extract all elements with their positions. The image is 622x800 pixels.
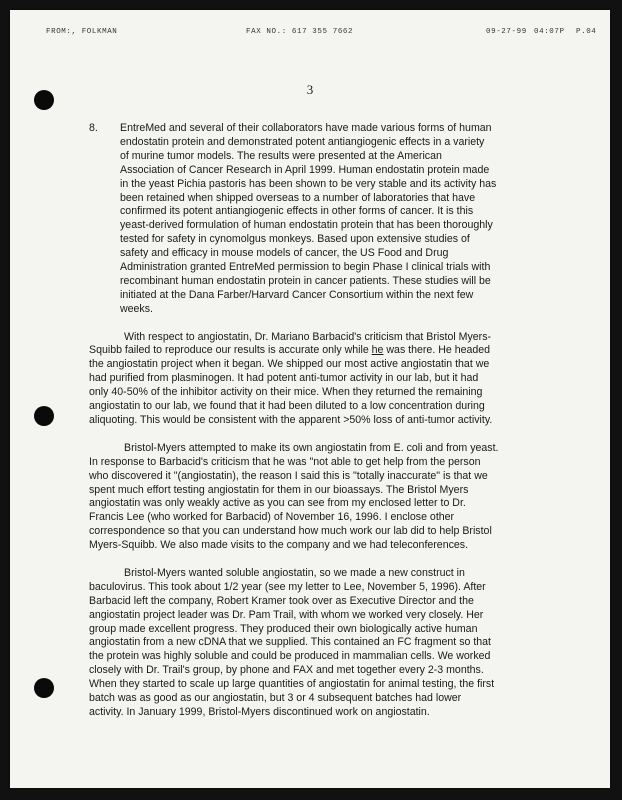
text-line: batch was as good as our angiostatin, but 3 or 4 subsequent batches had lower bbox=[89, 692, 462, 705]
text-line: recombinant human endostatin protein in cancer patients. These studies will be bbox=[120, 274, 491, 287]
text-line: correspondence so that you can understand how much work our lab did to help Bristol bbox=[89, 525, 492, 538]
fax-time: 04:07P bbox=[534, 28, 565, 36]
text-line: of murine tumor models. The results were presented at the American bbox=[120, 149, 442, 162]
text-line bbox=[89, 344, 539, 358]
fax-page bbox=[10, 10, 610, 788]
document-body bbox=[89, 122, 539, 720]
text-line: activity. In January 1999, Bristol-Myers discontinued work on angiostatin. bbox=[89, 706, 430, 719]
text-line: confirmed its potent antiangiogenic effects in other forms of cancer. It is this bbox=[120, 205, 474, 218]
text-segment: Squibb failed to reproduce our results is accurate only while bbox=[89, 344, 372, 357]
text-segment: was there. He headed bbox=[383, 344, 491, 357]
text-line: Bristol-Myers attempted to make its own angiostatin from E. coli and from yeast. bbox=[124, 441, 499, 454]
text-line: tested for safety in cynomolgus monkeys. Based upon extensive studies of bbox=[120, 233, 470, 246]
text-line: angiostatin to our lab, we found that it had been diluted to a low concentration during bbox=[89, 400, 485, 413]
page-number: 3 bbox=[306, 82, 314, 97]
text-line: spent much effort testing angiostatin for them in our bioassays. The Bristol Myers bbox=[89, 483, 469, 496]
fax-date: 09-27-99 bbox=[486, 28, 527, 36]
text-line: endostatin protein and demonstrated potent antiangiogenic effects in a variety bbox=[120, 135, 485, 148]
text-line: In response to Barbacid's criticism that he was "not able to get help from the person bbox=[89, 455, 481, 468]
item-number: 8. bbox=[89, 122, 98, 134]
text-line: Association of Cancer Research in April 1999. Human endostatin protein made bbox=[120, 163, 490, 176]
text-line: Bristol-Myers wanted soluble angiostatin, so we made a new construct in bbox=[124, 566, 465, 579]
text-line: the angiostatin project when it began. We shipped our most active angiostatin that we bbox=[89, 358, 490, 371]
text-line: Myers-Squibb. We also made visits to the company and we had teleconferences. bbox=[89, 539, 469, 552]
text-line: had purified from plasminogen. It had potent anti-tumor activity in our lab, but it had bbox=[89, 372, 479, 385]
text-line: With respect to angiostatin, Dr. Mariano Barbacid's criticism that Bristol Myers- bbox=[124, 330, 492, 343]
text-line: Francis Lee (who worked for Barbacid) of November 16, 1996. I enclose other bbox=[89, 511, 455, 524]
numbered-item-8 bbox=[89, 122, 539, 317]
text-line: the protein was highly soluble and could be produced in mammalian cells. We worked bbox=[89, 650, 491, 663]
text-line: group made excellent progress. They produced their own biologically active human bbox=[89, 622, 478, 635]
text-line: EntreMed and several of their collaborators have made various forms of human bbox=[120, 122, 492, 134]
text-line: Barbacid left the company, Robert Kramer took over as Executive Director and the bbox=[89, 594, 474, 607]
text-line: initiated at the Dana Farber/Harvard Cancer Consortium within the next few bbox=[120, 288, 474, 301]
underlined-word: he bbox=[371, 344, 384, 357]
paragraph-bristol-myers-attempts bbox=[89, 442, 539, 553]
text-line: angiostatin was only weakly active as you can see from my enclosed letter to Dr. bbox=[89, 497, 466, 510]
text-line: baculovirus. This took about 1/2 year (see my letter to Lee, November 5, 1996). After bbox=[89, 580, 486, 593]
text-line: Administration granted EntreMed permission to begin Phase I clinical trials with bbox=[120, 261, 491, 274]
text-line: been retained when shipped overseas to a number of laboratories that have bbox=[120, 191, 476, 204]
text-line: only 40-50% of the inhibitor activity on their mice. When they returned the remaining bbox=[89, 386, 483, 399]
text-line: safety and efficacy in mouse models of cancer, the US Food and Drug bbox=[120, 247, 449, 260]
punch-hole bbox=[34, 678, 54, 698]
text-line: weeks. bbox=[120, 302, 153, 315]
punch-hole bbox=[34, 406, 54, 426]
fax-header bbox=[46, 28, 597, 40]
text-line: yeast-derived formulation of human endostatin protein that has been thoroughly bbox=[120, 219, 493, 232]
text-line: who discovered it "(angiostatin), the reason I said this is "totally inaccurate" is that we bbox=[89, 469, 488, 482]
text-line: angiostatin project leader was Dr. Pam Trail, with whom we worked very closely. Her bbox=[89, 608, 484, 621]
fax-from: FROM:, FOLKMAN bbox=[46, 28, 118, 36]
paragraph-soluble-angiostatin bbox=[89, 567, 539, 720]
text-line: closely with Dr. Trail's group, by phone and FAX and met together every 2-3 months. bbox=[89, 664, 484, 677]
text-line: in the yeast Pichia pastoris has been shown to be very stable and its activity has bbox=[120, 177, 497, 190]
text-line: angiostatin from a new cDNA that we supplied. This contained an FC fragment so that bbox=[89, 636, 491, 649]
paragraph-angiostatin-criticism bbox=[89, 331, 539, 428]
text-line: When they started to scale up large quantities of angiostatin for animal testing, the first bbox=[89, 678, 495, 691]
fax-page-number: P.04 bbox=[576, 28, 597, 36]
text-line: aliquoting. This would be consistent with the apparent >50% loss of anti-tumor activity. bbox=[89, 414, 493, 427]
fax-number: FAX NO.: 617 355 7662 bbox=[246, 28, 354, 36]
